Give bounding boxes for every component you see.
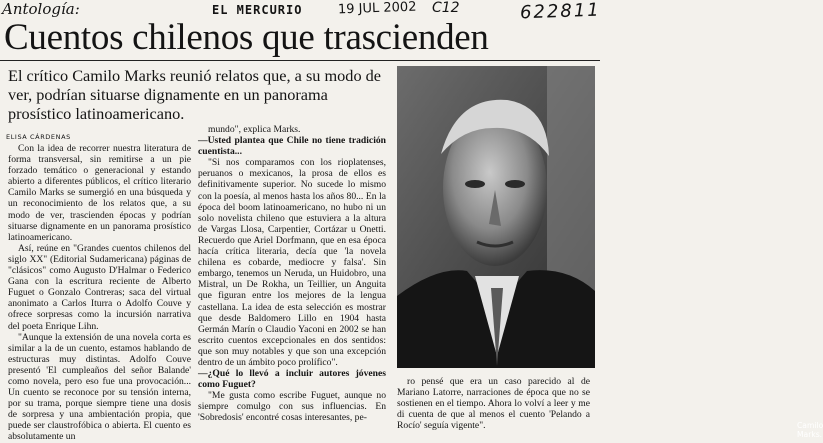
interview-question: —Usted plantea que Chile no tiene tradición cuentista...	[198, 135, 386, 158]
article-column-1	[8, 143, 191, 443]
deck-summary: El crítico Camilo Marks reunió relatos que, a su modo de ver, podrían situarse dignamente en un panorama prosístico latinoamericano.	[8, 66, 382, 123]
interview-question: —¿Qué lo llevó a incluir autores jóvenes como Fuguet?	[198, 368, 386, 391]
date-stamp: 19 JUL 2002	[337, 0, 417, 18]
headline: Cuentos chilenos que trascienden	[4, 17, 489, 58]
header-rule	[0, 60, 600, 61]
article-paragraph: "Si nos comparamos con los rioplatenses, peruanos o mexicanos, la prosa de ellos es definitivamente superior. No sucede lo mismo con la poesía, al menos hasta los años 80... En la época del boom latinoamericano, no hubo ni un solo novelista chileno que estuviera a la altura de Vargas Llosa, Carpentier, Cortázar u Onetti. Recuerdo que Ariel Dorfmann, que en esa época hacía crítica literaria, decía que 'la novela chilena es cobarde, mediocre y falsa'. Sin embargo, tenemos un Neruda, un Huidobro, una Mistral, un De Rokha, un Teillier, un Anguita que figuran entre los mejores de la lengua castellana. La idea de esta selección es mostrar que desde Baldomero Lillo en 1904 hasta Germán Marín o Claudio Yaconi en 2002 se han escrito cuentos excepcionales en dos sentidos: que son muy notables y que son una excepción dentro de un ámbito poco prolífico".	[198, 157, 386, 368]
section-label: Antología:	[2, 0, 80, 18]
article-paragraph: Con la idea de recorrer nuestra literatura de forma transversal, sin remitirse a un pie forzado temático o generacional y estando abierto a diferentes públicos, el crítico literario Camilo Marks se sumergió en una búsqueda y un reconocimiento de los relatos que, a su modo de ver, trascienden épocas y podrían situarse dignamente en un panorama prosístico latinoamericano.	[8, 143, 191, 243]
photo-caption: Camilo Marks.	[797, 421, 823, 439]
newspaper-name: EL MERCURIO	[212, 3, 303, 17]
article-paragraph: ro pensé que era un caso parecido al de Mariano Latorre, narraciones de época que no se sostienen en el tiempo. Ahora lo volví a leer y me di cuenta de que al menos el cuento 'Pelando a Rocío' seguía vigente".	[397, 376, 590, 432]
byline: ELISA CÁRDENAS	[6, 133, 71, 141]
clip-number: 622811	[519, 0, 602, 24]
article-column-3	[397, 376, 590, 431]
article-paragraph: "Aunque la extensión de una novela corta es similar a la de un cuento, estamos hablando de estructuras muy distintas. Adolfo Couve presentó 'El cumpleaños del señor Balande' como novela, pero eso fue una provocación... Un cuento se reconoce por su tensión interna, por su trama, porque siempre tiene una dosis de sorpresa y una ambientación propia, que puede ser claustrofóbica o abierta. El cuento es absolutamente un	[8, 331, 191, 443]
portrait-image	[397, 66, 595, 368]
page-code: C12	[432, 0, 460, 16]
article-paragraph: mundo", explica Marks.	[208, 124, 301, 135]
article-paragraph: Así, reúne en "Grandes cuentos chilenos del siglo XX" (Editorial Sudamericana) páginas de "clásicos" como Augusto D'Halmar o Federico Gana con la escritura reciente de Alberto Fuguet o Gonzalo Contreras; saca del virtual anonimato a Carlos Iturra o Adolfo Couve y ofrece sorpresas como la incursión narrativa del poeta Enrique Lihn.	[8, 242, 191, 332]
article-paragraph: "Me gusta como escribe Fuguet, aunque no siempre comulgo con sus influencias. En 'Sobredosis' encontré cosas interesantes, pe-	[198, 390, 386, 424]
article-column-2	[198, 124, 386, 424]
